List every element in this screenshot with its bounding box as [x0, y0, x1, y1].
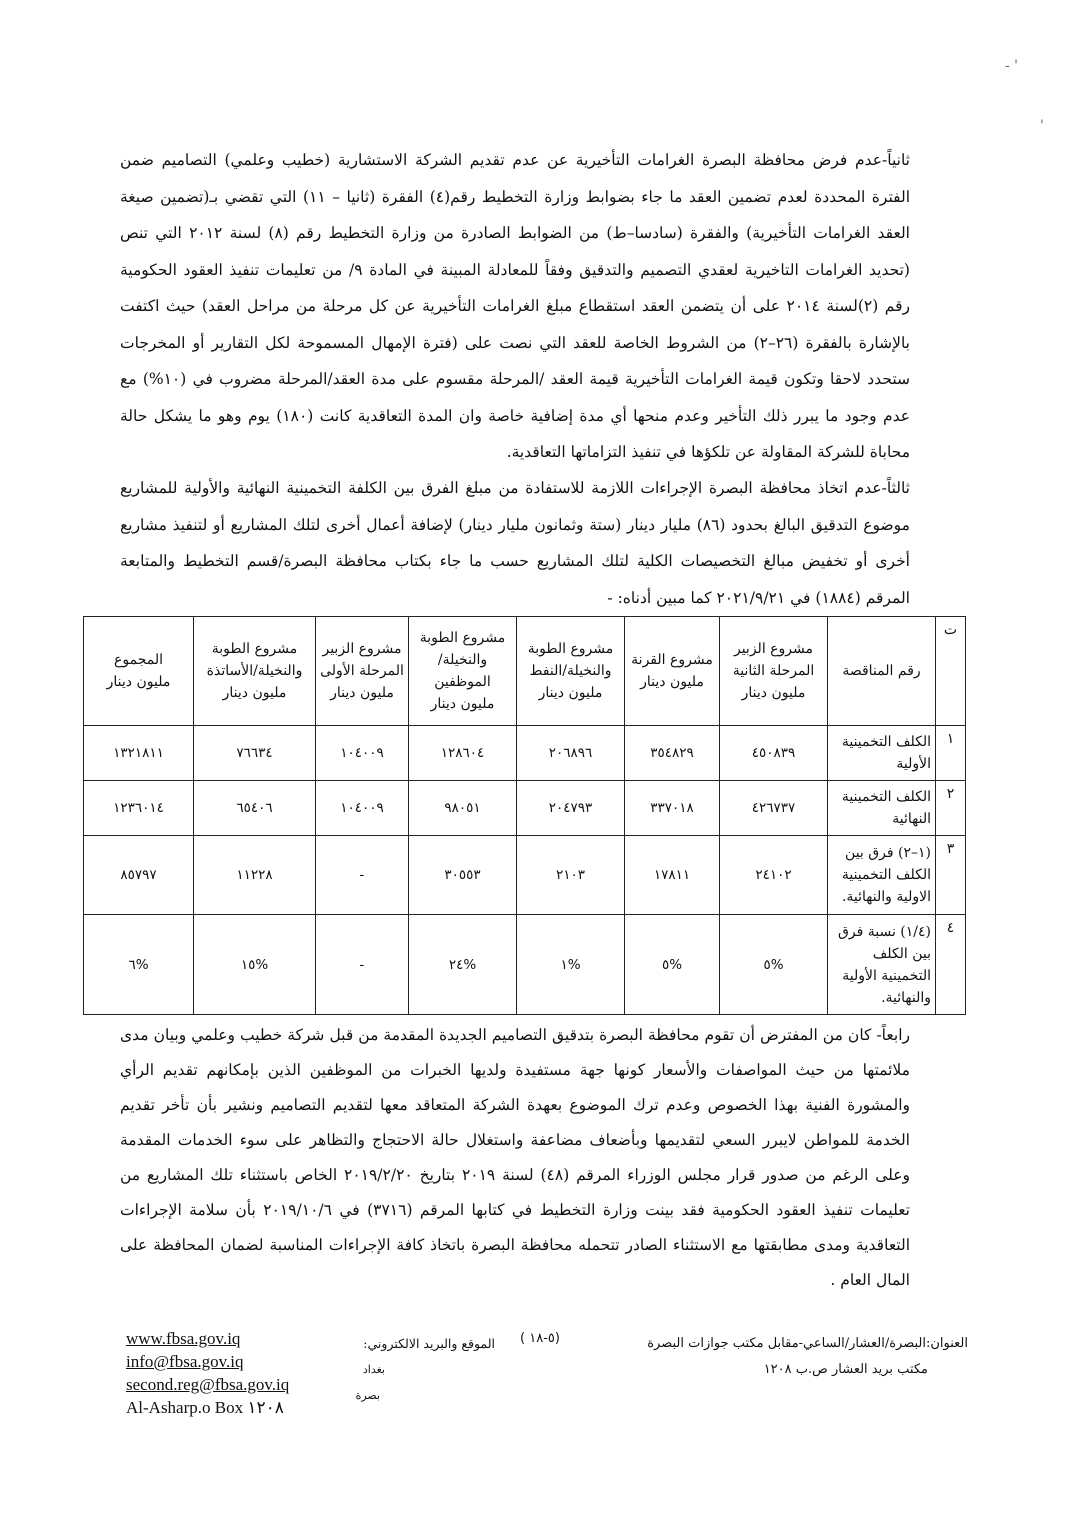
footer-address	[608, 1331, 968, 1383]
cell-value: ١٣٢١٨١١	[84, 726, 194, 781]
cost-comparison-table	[83, 616, 966, 1015]
cell-value: ١٠٤٠٠٩	[316, 781, 409, 836]
cell-value: ٤٢٦٧٣٧	[720, 781, 828, 836]
header-col-zubair-2	[720, 617, 828, 726]
scan-mark-top: - '	[1005, 58, 1019, 74]
page-number: ( ٥-١٨)	[520, 1331, 560, 1346]
paragraph-third: ثالثاً-عدم اتخاذ محافظة البصرة الإجراءات اللازمة للاستفادة من مبلغ الفرق بين الكلفة التخمينية النهائية والأولية للمشاريع موضوع التدقيق البالغ بحدود (٨٦) مليار دينار (ستة وثمانون مليار دينار) لإضافة أعمال أخرى لتلك المشاريع أو لتنفيذ مشاريع أخرى أو تخفيض مبالغ التخصيصات الكلية لتلك المشاريع حسب ما جاء بكتاب محافظة البصرة/قسم التخطيط والمتابعة المرقم (١٨٨٤) في ٢٠٢١/٩/٢١ كما مبين أدناه: -	[120, 479, 910, 607]
header-name: مشروع الطوبة والنخيلة/الأساتذة	[206, 641, 303, 679]
table-row	[84, 836, 966, 915]
email-link-info[interactable]: info@fbsa.gov.iq	[126, 1352, 244, 1371]
website-link[interactable]: www.fbsa.gov.iq	[126, 1329, 241, 1348]
cell-value: ١٢٨٦٠٤	[409, 726, 517, 781]
header-name: مشروع الطوبة والنخيلة/النفط	[527, 641, 614, 679]
row-seq: ٣	[936, 836, 966, 915]
cell-value: ٢١٠٣	[517, 836, 625, 915]
table-header-row	[84, 617, 966, 726]
city-baghdad: بغداد	[362, 1363, 385, 1376]
cell-value: %٢٤	[409, 915, 517, 1015]
header-tender: رقم المناقصة	[828, 617, 936, 726]
scan-mark-right: '	[1040, 118, 1044, 134]
header-unit: مليون دينار	[538, 685, 603, 701]
cell-value: ٨٥٧٩٧	[84, 836, 194, 915]
header-col-tuba-employees	[409, 617, 517, 726]
address-line-1: العنوان:البصرة/العشار/الساعي-مقابل مكتب جوازات البصرة	[647, 1336, 968, 1351]
cell-value: ٢٠٦٨٩٦	[517, 726, 625, 781]
header-name: مشروع الطوبة والنخيلة/الموظفين	[419, 630, 506, 690]
cell-value: ١٢٣٦٠١٤	[84, 781, 194, 836]
cell-value: %١٥	[194, 915, 316, 1015]
footer-web-label	[345, 1331, 495, 1409]
po-box: Al-Asharp.o Box ١٢٠٨	[126, 1398, 284, 1417]
cell-value: ٢٠٤٧٩٣	[517, 781, 625, 836]
cell-value: ٣٥٤٨٢٩	[625, 726, 720, 781]
row-seq: ١	[936, 726, 966, 781]
cell-value: ١١٢٢٨	[194, 836, 316, 915]
cell-value: %٥	[625, 915, 720, 1015]
cell-value: ٤٥٠٨٣٩	[720, 726, 828, 781]
footer-links	[126, 1327, 289, 1419]
table-row	[84, 726, 966, 781]
cell-value: -	[316, 836, 409, 915]
header-col-tuba-oil	[517, 617, 625, 726]
header-unit: مليون دينار	[330, 685, 394, 701]
header-name: مشروع القرنة	[631, 652, 713, 668]
row-label: (١/٤) نسبة فرق بين الكلف التخمينية الأولية والنهائية.	[828, 915, 936, 1015]
header-name: مشروع الزبير المرحلة الثانية	[732, 641, 815, 679]
cell-value: ٩٨٠٥١	[409, 781, 517, 836]
address-line-2: مكتب بريد العشار ص.ب ١٢٠٨	[763, 1362, 928, 1377]
header-col-tuba-professors	[194, 617, 316, 726]
header-unit: مليون دينار	[640, 674, 704, 690]
paragraph-second: ثانياً-عدم فرض محافظة البصرة الغرامات التأخيرية عن عدم تقديم الشركة الاستشارية (خطيب وعلمي) التصاميم ضمن الفترة المحددة لعدم تضمين العقد ما جاء بضوابط وزارة التخطيط رقم(٤) الفقرة (ثانيا – ١١) التي تقضي بـ(تضمين صيغة العقد الغرامات التأخيرية) والفقرة (سادسا–ط) من الضوابط الصادرة من وزارة التخطيط رقم (٨) لسنة ٢٠١٢ التي تنص (تحديد الغرامات التاخيرية لعقدي التصميم والتدقيق وفقاً للمعادلة المبينة في المادة ٩/ من تعليمات تنفيذ العقود الحكومية رقم (٢)لسنة ٢٠١٤ على أن يتضمن العقد استقطاع مبلغ الغرامات التأخيرية عن كل مرحلة من مراحل العقد) حيث اكتفت بالإشارة بالفقرة (٢٦–٢) من الشروط الخاصة للعقد التي نصت على (فترة الإمهال المسموحة لكل التقارير أو المخرجات ستحدد لاحقا وتكون قيمة الغرامات التأخيرية قيمة العقد /المرحلة مقسوم على مدة العقد/المرحلة مضروب في (١٠%) مع عدم وجود ما يبرر ذلك التأخير وعدم منحها أي مدة إضافية خاصة وان المدة التعاقدية كانت (١٨٠) يوم وهو ما يشكل حالة محاباة للشركة المقاولة عن تلكؤها في تنفيذ التزاماتها التعاقدية.	[120, 151, 910, 461]
cell-value: %١	[517, 915, 625, 1015]
cell-value: ٣٠٥٥٣	[409, 836, 517, 915]
page-footer	[0, 1325, 1080, 1425]
cell-value: %٥	[720, 915, 828, 1015]
cell-value: ٣٣٧٠١٨	[625, 781, 720, 836]
row-seq: ٤	[936, 915, 966, 1015]
table-row	[84, 915, 966, 1015]
header-unit: مليون دينار	[106, 674, 171, 690]
header-name: المجموع	[114, 652, 163, 668]
header-col-qurna	[625, 617, 720, 726]
header-name: مشروع الزبير المرحلة الأولى	[320, 641, 404, 679]
cell-value: %٦	[84, 915, 194, 1015]
header-seq: ت	[936, 617, 966, 726]
header-unit: مليون دينار	[430, 696, 495, 712]
city-basra: بصرة	[355, 1389, 380, 1402]
cell-value: ٦٥٤٠٦	[194, 781, 316, 836]
row-label: (١–٢) فرق بين الكلف التخمينية الاولية والنهائية.	[828, 836, 936, 915]
row-label: الكلف التخمينية الأولية	[828, 726, 936, 781]
row-seq: ٢	[936, 781, 966, 836]
cell-value: ٧٦٦٣٤	[194, 726, 316, 781]
header-col-zubair-1	[316, 617, 409, 726]
header-unit: مليون دينار	[222, 685, 287, 701]
cell-value: -	[316, 915, 409, 1015]
cell-value: ٢٤١٠٢	[720, 836, 828, 915]
email-link-second[interactable]: second.reg@fbsa.gov.iq	[126, 1375, 290, 1394]
cell-value: ١٧٨١١	[625, 836, 720, 915]
header-col-total	[84, 617, 194, 726]
web-label-text: الموقع والبريد الالكتروني:	[363, 1336, 495, 1351]
cell-value: ١٠٤٠٠٩	[316, 726, 409, 781]
header-unit: مليون دينار	[741, 685, 806, 701]
row-label: الكلف التخمينية النهائية	[828, 781, 936, 836]
table-row	[84, 781, 966, 836]
paragraph-fourth: رابعاً- كان من المفترض أن تقوم محافظة البصرة بتدقيق التصاميم الجديدة المقدمة من قبل شركة خطيب وعلمي وبيان مدى ملائمتها من حيث المواصفات والأسعار كونها جهة مستفيدة ولديها الخبرات من الموظفين الذين بإمكانهم تقديم الرأي والمشورة الفنية بهذا الخصوص وعدم ترك الموضوع بعهدة الشركة المتعاقد معها لتقديم التصاميم ونشير بأن تأخر تقديم الخدمة للمواطن لايبرر السعي لتقديمها وبأضعاف مضاعفة واستغلال حالة الاحتجاج والتظاهر على سوء الخدمات المقدمة وعلى الرغم من صدور قرار مجلس الوزراء المرقم (٤٨) لسنة ٢٠١٩ بتاريخ ٢٠١٩/٢/٢٠ الخاص باستثناء تلك المشاريع من تعليمات تنفيذ العقود الحكومية فقد بينت وزارة التخطيط في كتابها المرقم (٣٧١٦) في ٢٠١٩/١٠/٦ بأن سلامة الإجراءات التعاقدية ومدى مطابقتها مع الاستثناء الصادر تتحمله محافظة البصرة باتخاذ كافة الإجراءات المناسبة لضمان المحافظة على المال العام .	[120, 1026, 910, 1289]
